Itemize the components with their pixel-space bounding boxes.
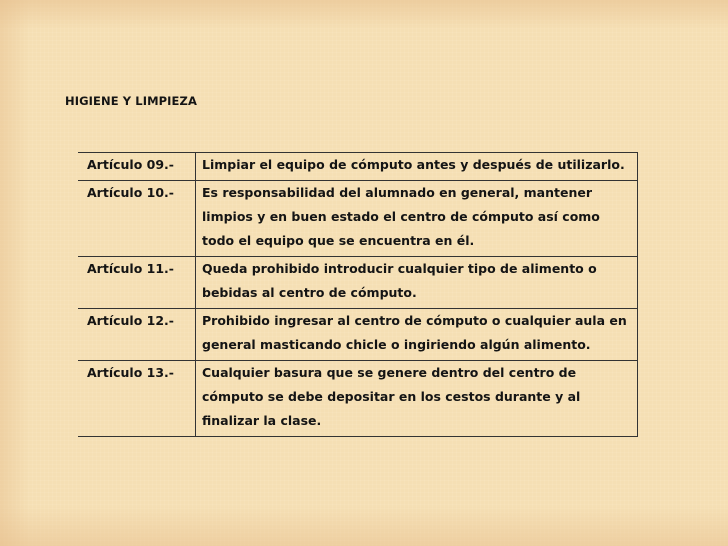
table-row <box>78 153 638 181</box>
background-shade-bottom <box>0 506 728 546</box>
article-text: Prohibido ingresar al centro de cómputo o cualquier aula en general masticando chicle o ingiriendo algún alimento. <box>196 309 638 361</box>
article-number: Artículo 12.- <box>78 309 196 361</box>
article-text: Cualquier basura que se genere dentro del centro de cómputo se debe depositar en los cestos durante y al finalizar la clase. <box>196 361 638 437</box>
table-row <box>78 361 638 437</box>
article-number: Artículo 09.- <box>78 153 196 181</box>
section-heading: HIGIENE Y LIMPIEZA <box>65 94 197 108</box>
table-row <box>78 257 638 309</box>
table-row <box>78 181 638 257</box>
table-row <box>78 309 638 361</box>
article-text: Limpiar el equipo de cómputo antes y después de utilizarlo. <box>196 153 638 181</box>
article-number: Artículo 13.- <box>78 361 196 437</box>
article-number: Artículo 11.- <box>78 257 196 309</box>
article-number: Artículo 10.- <box>78 181 196 257</box>
articles-table <box>78 152 638 437</box>
background-shade-left <box>0 0 30 546</box>
article-text: Es responsabilidad del alumnado en general, mantener limpios y en buen estado el centro de cómputo así como todo el equipo que se encuentra en él. <box>196 181 638 257</box>
article-text: Queda prohibido introducir cualquier tipo de alimento o bebidas al centro de cómputo. <box>196 257 638 309</box>
background-shade-top <box>0 0 728 30</box>
